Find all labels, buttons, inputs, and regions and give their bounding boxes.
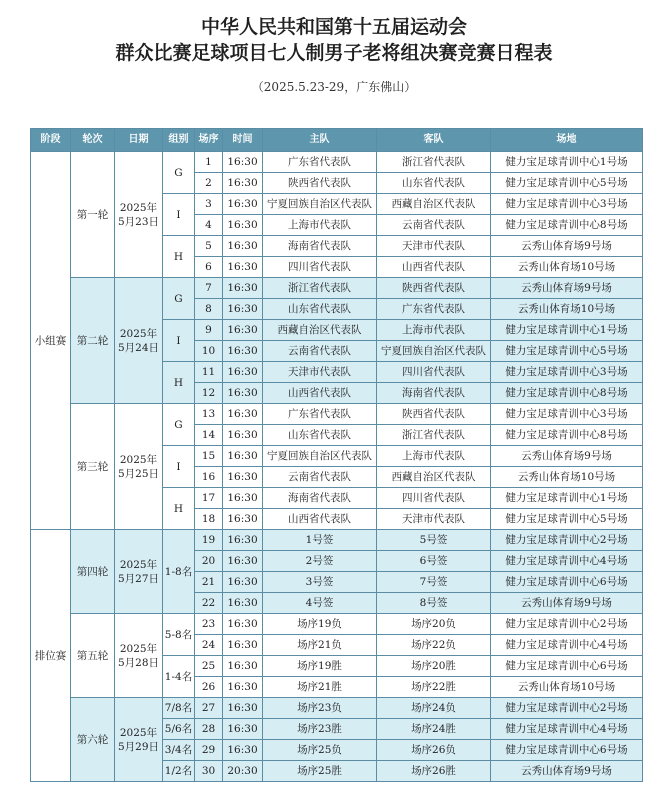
time-cell: 16:30 bbox=[223, 530, 263, 551]
away-team-cell: 场序22胜 bbox=[377, 677, 491, 698]
match-no-cell: 29 bbox=[195, 740, 223, 761]
venue-cell: 健力宝足球青训中心3号场 bbox=[491, 194, 643, 215]
home-team-cell: 天津市代表队 bbox=[263, 362, 377, 383]
time-cell: 16:30 bbox=[223, 236, 263, 257]
time-cell: 16:30 bbox=[223, 656, 263, 677]
time-cell: 16:30 bbox=[223, 719, 263, 740]
venue-cell: 云秀山体育场9号场 bbox=[491, 236, 643, 257]
away-team-cell: 6号签 bbox=[377, 551, 491, 572]
group-cell: G bbox=[163, 152, 195, 194]
home-team-cell: 场序25负 bbox=[263, 740, 377, 761]
time-cell: 16:30 bbox=[223, 194, 263, 215]
home-team-cell: 场序19负 bbox=[263, 614, 377, 635]
home-team-cell: 上海市代表队 bbox=[263, 215, 377, 236]
date-cell: 2025年 5月24日 bbox=[115, 278, 163, 404]
match-no-cell: 22 bbox=[195, 593, 223, 614]
time-cell: 16:30 bbox=[223, 593, 263, 614]
venue-cell: 健力宝足球青训中心2号场 bbox=[491, 530, 643, 551]
match-no-cell: 12 bbox=[195, 383, 223, 404]
round-cell: 第四轮 bbox=[71, 530, 115, 614]
venue-cell: 云秀山体育场9号场 bbox=[491, 278, 643, 299]
time-cell: 16:30 bbox=[223, 383, 263, 404]
match-no-cell: 10 bbox=[195, 341, 223, 362]
venue-cell: 健力宝足球青训中心2号场 bbox=[491, 698, 643, 719]
group-cell: I bbox=[163, 320, 195, 362]
venue-cell: 健力宝足球青训中心4号场 bbox=[491, 719, 643, 740]
venue-cell: 健力宝足球青训中心8号场 bbox=[491, 383, 643, 404]
time-cell: 16:30 bbox=[223, 635, 263, 656]
time-cell: 16:30 bbox=[223, 257, 263, 278]
round-cell: 第五轮 bbox=[71, 614, 115, 698]
time-cell: 16:30 bbox=[223, 698, 263, 719]
match-no-cell: 1 bbox=[195, 152, 223, 173]
home-team-cell: 广东省代表队 bbox=[263, 152, 377, 173]
time-cell: 16:30 bbox=[223, 173, 263, 194]
home-team-cell: 西藏自治区代表队 bbox=[263, 320, 377, 341]
time-cell: 16:30 bbox=[223, 509, 263, 530]
match-no-cell: 17 bbox=[195, 488, 223, 509]
venue-cell: 健力宝足球青训中心5号场 bbox=[491, 341, 643, 362]
venue-cell: 健力宝足球青训中心6号场 bbox=[491, 740, 643, 761]
table-body bbox=[31, 152, 643, 782]
match-no-cell: 13 bbox=[195, 404, 223, 425]
home-team-cell: 陕西省代表队 bbox=[263, 173, 377, 194]
group-cell: 1-4名 bbox=[163, 656, 195, 698]
group-cell: H bbox=[163, 488, 195, 530]
venue-cell: 健力宝足球青训中心3号场 bbox=[491, 362, 643, 383]
away-team-cell: 天津市代表队 bbox=[377, 236, 491, 257]
time-cell: 16:30 bbox=[223, 425, 263, 446]
group-cell: H bbox=[163, 236, 195, 278]
round-cell: 第二轮 bbox=[71, 278, 115, 404]
home-team-cell: 山西省代表队 bbox=[263, 509, 377, 530]
home-team-cell: 宁夏回族自治区代表队 bbox=[263, 194, 377, 215]
col-header-home: 主队 bbox=[263, 129, 377, 152]
time-cell: 16:30 bbox=[223, 404, 263, 425]
home-team-cell: 场序21胜 bbox=[263, 677, 377, 698]
home-team-cell: 场序25胜 bbox=[263, 761, 377, 782]
match-no-cell: 21 bbox=[195, 572, 223, 593]
time-cell: 16:30 bbox=[223, 341, 263, 362]
away-team-cell: 场序20负 bbox=[377, 614, 491, 635]
away-team-cell: 8号签 bbox=[377, 593, 491, 614]
away-team-cell: 上海市代表队 bbox=[377, 446, 491, 467]
venue-cell: 健力宝足球青训中心1号场 bbox=[491, 152, 643, 173]
time-cell: 16:30 bbox=[223, 488, 263, 509]
home-team-cell: 浙江省代表队 bbox=[263, 278, 377, 299]
away-team-cell: 陕西省代表队 bbox=[377, 278, 491, 299]
table-header-row bbox=[31, 129, 643, 152]
date-cell: 2025年 5月25日 bbox=[115, 404, 163, 530]
stage-cell: 排位赛 bbox=[31, 530, 71, 782]
venue-cell: 云秀山体育场9号场 bbox=[491, 593, 643, 614]
away-team-cell: 四川省代表队 bbox=[377, 362, 491, 383]
away-team-cell: 山东省代表队 bbox=[377, 173, 491, 194]
match-no-cell: 2 bbox=[195, 173, 223, 194]
away-team-cell: 海南省代表队 bbox=[377, 383, 491, 404]
table-row bbox=[31, 152, 643, 173]
schedule-table bbox=[30, 128, 643, 782]
match-no-cell: 11 bbox=[195, 362, 223, 383]
match-no-cell: 15 bbox=[195, 446, 223, 467]
page-title-line1: 中华人民共和国第十五届运动会 bbox=[200, 16, 467, 38]
match-no-cell: 6 bbox=[195, 257, 223, 278]
home-team-cell: 四川省代表队 bbox=[263, 257, 377, 278]
table-row bbox=[31, 614, 643, 635]
group-cell: G bbox=[163, 278, 195, 320]
col-header-group: 组别 bbox=[163, 129, 195, 152]
away-team-cell: 四川省代表队 bbox=[377, 488, 491, 509]
venue-cell: 健力宝足球青训中心5号场 bbox=[491, 173, 643, 194]
time-cell: 16:30 bbox=[223, 215, 263, 236]
date-cell: 2025年 5月27日 bbox=[115, 530, 163, 614]
away-team-cell: 天津市代表队 bbox=[377, 509, 491, 530]
round-cell: 第六轮 bbox=[71, 698, 115, 782]
away-team-cell: 西藏自治区代表队 bbox=[377, 467, 491, 488]
time-cell: 16:30 bbox=[223, 278, 263, 299]
stage-cell: 小组赛 bbox=[31, 152, 71, 530]
col-header-date: 日期 bbox=[115, 129, 163, 152]
home-team-cell: 4号签 bbox=[263, 593, 377, 614]
venue-cell: 健力宝足球青训中心1号场 bbox=[491, 320, 643, 341]
col-header-round: 轮次 bbox=[71, 129, 115, 152]
venue-cell: 健力宝足球青训中心4号场 bbox=[491, 551, 643, 572]
away-team-cell: 场序26负 bbox=[377, 740, 491, 761]
page-subtitle: （2025.5.23-29，广东佛山） bbox=[251, 80, 417, 94]
group-cell: 5/6名 bbox=[163, 719, 195, 740]
match-no-cell: 5 bbox=[195, 236, 223, 257]
home-team-cell: 场序21负 bbox=[263, 635, 377, 656]
match-no-cell: 3 bbox=[195, 194, 223, 215]
match-no-cell: 8 bbox=[195, 299, 223, 320]
venue-cell: 健力宝足球青训中心4号场 bbox=[491, 635, 643, 656]
group-cell: 1/2名 bbox=[163, 761, 195, 782]
match-no-cell: 20 bbox=[195, 551, 223, 572]
venue-cell: 健力宝足球青训中心1号场 bbox=[491, 488, 643, 509]
venue-cell: 云秀山体育场10号场 bbox=[491, 257, 643, 278]
match-no-cell: 24 bbox=[195, 635, 223, 656]
home-team-cell: 3号签 bbox=[263, 572, 377, 593]
date-cell: 2025年 5月29日 bbox=[115, 698, 163, 782]
match-no-cell: 25 bbox=[195, 656, 223, 677]
group-cell: 7/8名 bbox=[163, 698, 195, 719]
time-cell: 16:30 bbox=[223, 299, 263, 320]
group-cell: I bbox=[163, 446, 195, 488]
away-team-cell: 场序26胜 bbox=[377, 761, 491, 782]
venue-cell: 云秀山体育场9号场 bbox=[491, 446, 643, 467]
away-team-cell: 浙江省代表队 bbox=[377, 425, 491, 446]
match-no-cell: 30 bbox=[195, 761, 223, 782]
time-cell: 16:30 bbox=[223, 320, 263, 341]
time-cell: 16:30 bbox=[223, 152, 263, 173]
col-header-time: 时间 bbox=[223, 129, 263, 152]
home-team-cell: 宁夏回族自治区代表队 bbox=[263, 446, 377, 467]
match-no-cell: 19 bbox=[195, 530, 223, 551]
table-row bbox=[31, 278, 643, 299]
match-no-cell: 27 bbox=[195, 698, 223, 719]
venue-cell: 健力宝足球青训中心6号场 bbox=[491, 656, 643, 677]
home-team-cell: 1号签 bbox=[263, 530, 377, 551]
match-no-cell: 23 bbox=[195, 614, 223, 635]
time-cell: 16:30 bbox=[223, 677, 263, 698]
col-header-match-no: 场序 bbox=[195, 129, 223, 152]
time-cell: 16:30 bbox=[223, 362, 263, 383]
home-team-cell: 云南省代表队 bbox=[263, 467, 377, 488]
table-row bbox=[31, 698, 643, 719]
away-team-cell: 云南省代表队 bbox=[377, 215, 491, 236]
round-cell: 第三轮 bbox=[71, 404, 115, 530]
home-team-cell: 云南省代表队 bbox=[263, 341, 377, 362]
group-cell: H bbox=[163, 362, 195, 404]
home-team-cell: 海南省代表队 bbox=[263, 236, 377, 257]
venue-cell: 云秀山体育场10号场 bbox=[491, 467, 643, 488]
venue-cell: 云秀山体育场10号场 bbox=[491, 677, 643, 698]
venue-cell: 健力宝足球青训中心3号场 bbox=[491, 404, 643, 425]
match-no-cell: 4 bbox=[195, 215, 223, 236]
venue-cell: 健力宝足球青训中心8号场 bbox=[491, 425, 643, 446]
match-no-cell: 28 bbox=[195, 719, 223, 740]
home-team-cell: 场序19胜 bbox=[263, 656, 377, 677]
col-header-away: 客队 bbox=[377, 129, 491, 152]
away-team-cell: 山西省代表队 bbox=[377, 257, 491, 278]
group-cell: 3/4名 bbox=[163, 740, 195, 761]
away-team-cell: 场序24胜 bbox=[377, 719, 491, 740]
home-team-cell: 场序23负 bbox=[263, 698, 377, 719]
time-cell: 16:30 bbox=[223, 467, 263, 488]
group-cell: 1-8名 bbox=[163, 530, 195, 614]
table-row bbox=[31, 404, 643, 425]
away-team-cell: 西藏自治区代表队 bbox=[377, 194, 491, 215]
group-cell: G bbox=[163, 404, 195, 446]
away-team-cell: 7号签 bbox=[377, 572, 491, 593]
home-team-cell: 海南省代表队 bbox=[263, 488, 377, 509]
home-team-cell: 2号签 bbox=[263, 551, 377, 572]
home-team-cell: 山东省代表队 bbox=[263, 299, 377, 320]
away-team-cell: 5号签 bbox=[377, 530, 491, 551]
col-header-venue: 场地 bbox=[491, 129, 643, 152]
away-team-cell: 场序20胜 bbox=[377, 656, 491, 677]
group-cell: 5-8名 bbox=[163, 614, 195, 656]
away-team-cell: 广东省代表队 bbox=[377, 299, 491, 320]
venue-cell: 健力宝足球青训中心6号场 bbox=[491, 572, 643, 593]
away-team-cell: 陕西省代表队 bbox=[377, 404, 491, 425]
group-cell: I bbox=[163, 194, 195, 236]
away-team-cell: 上海市代表队 bbox=[377, 320, 491, 341]
date-cell: 2025年 5月28日 bbox=[115, 614, 163, 698]
match-no-cell: 9 bbox=[195, 320, 223, 341]
table-row bbox=[31, 530, 643, 551]
venue-cell: 健力宝足球青训中心8号场 bbox=[491, 215, 643, 236]
match-no-cell: 18 bbox=[195, 509, 223, 530]
time-cell: 16:30 bbox=[223, 572, 263, 593]
match-no-cell: 26 bbox=[195, 677, 223, 698]
home-team-cell: 广东省代表队 bbox=[263, 404, 377, 425]
schedule-table-wrapper bbox=[30, 128, 642, 782]
col-header-stage: 阶段 bbox=[31, 129, 71, 152]
match-no-cell: 7 bbox=[195, 278, 223, 299]
match-no-cell: 14 bbox=[195, 425, 223, 446]
venue-cell: 云秀山体育场9号场 bbox=[491, 761, 643, 782]
away-team-cell: 场序22负 bbox=[377, 635, 491, 656]
venue-cell: 健力宝足球青训中心5号场 bbox=[491, 509, 643, 530]
venue-cell: 健力宝足球青训中心2号场 bbox=[491, 614, 643, 635]
page-title-line2: 群众比赛足球项目七人制男子老将组决赛竞赛日程表 bbox=[115, 42, 553, 64]
home-team-cell: 山西省代表队 bbox=[263, 383, 377, 404]
round-cell: 第一轮 bbox=[71, 152, 115, 278]
time-cell: 16:30 bbox=[223, 551, 263, 572]
time-cell: 16:30 bbox=[223, 740, 263, 761]
away-team-cell: 宁夏回族自治区代表队 bbox=[377, 341, 491, 362]
match-no-cell: 16 bbox=[195, 467, 223, 488]
away-team-cell: 浙江省代表队 bbox=[377, 152, 491, 173]
home-team-cell: 山东省代表队 bbox=[263, 425, 377, 446]
time-cell: 16:30 bbox=[223, 614, 263, 635]
time-cell: 20:30 bbox=[223, 761, 263, 782]
away-team-cell: 场序24负 bbox=[377, 698, 491, 719]
home-team-cell: 场序23胜 bbox=[263, 719, 377, 740]
date-cell: 2025年 5月23日 bbox=[115, 152, 163, 278]
time-cell: 16:30 bbox=[223, 446, 263, 467]
venue-cell: 云秀山体育场10号场 bbox=[491, 299, 643, 320]
